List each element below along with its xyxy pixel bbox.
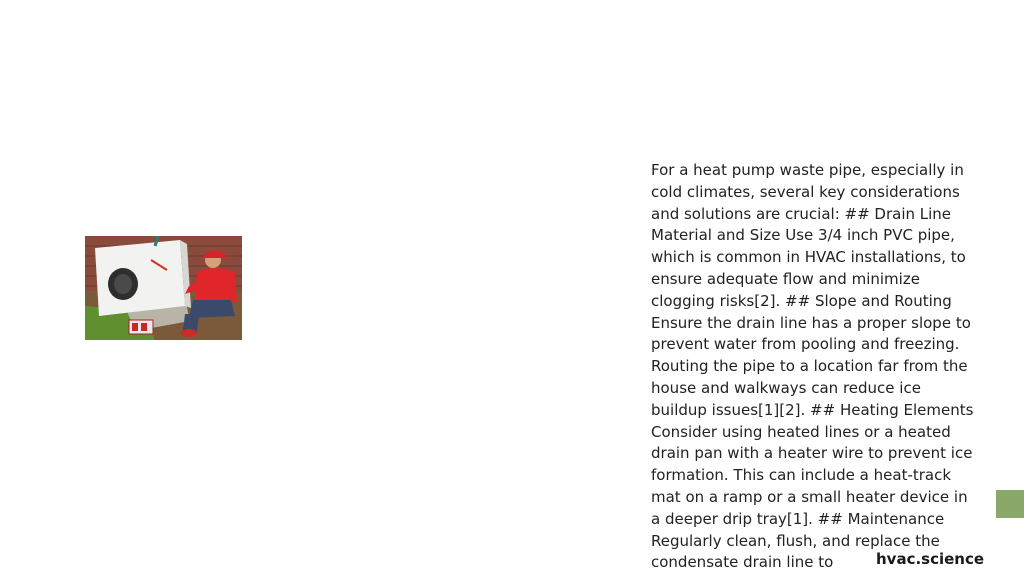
brand-logo-text: hvac.science xyxy=(876,550,985,568)
technician-photo-illustration xyxy=(85,236,242,340)
heat-pump-technician-photo xyxy=(85,236,242,340)
article-body-text: For a heat pump waste pipe, especially in cold climates, several key considerations and solutions are crucial: ## Drain Line Material and Size Use 3/4 inch PVC pipe, which is common in HVAC installations, to ensure adequate flow and minimize clogging risks[2]. ## Slope and Routing Ensure the drain line has a proper slope to prevent water from pooling and freezing. Routing the pipe to a location far from the house and walkways can reduce ice buildup issues[1][2]. ## Heating Elements Consider using heated lines or a heated drain pan with a heater wire to prevent ice formation. This can include a heat-track mat on a ramp or a small heater device in a deeper drip tray[1]. ## Maintenance Regularly clean, flush, and replace the condensate drain line to xyxy=(651,161,974,572)
accent-block xyxy=(996,490,1024,518)
